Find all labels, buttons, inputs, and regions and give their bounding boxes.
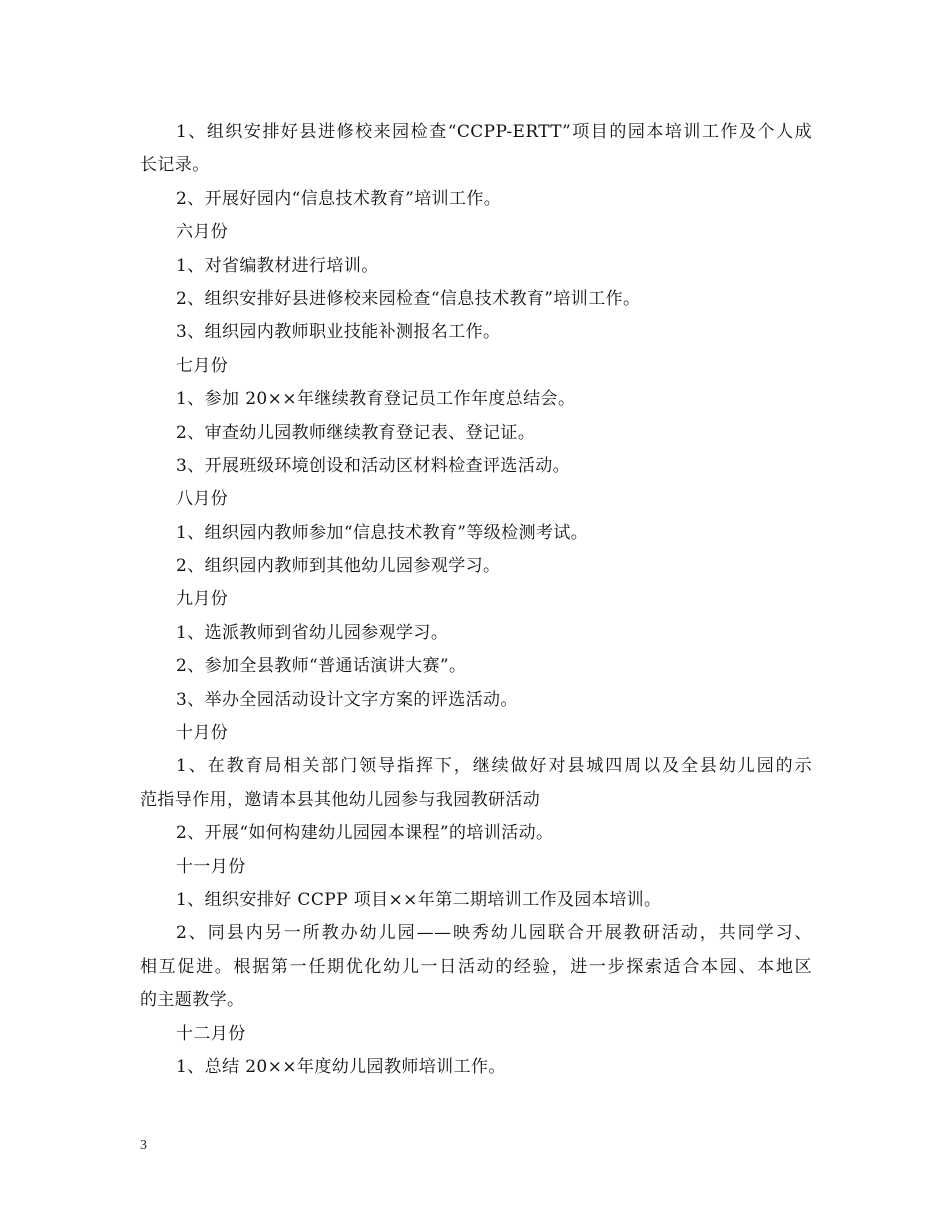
body-line: 1、组织园内教师参加“信息技术教育”等级检测考试。 [176, 522, 589, 543]
body-line: 2、审查幼儿园教师继续教育登记表、登记证。 [176, 422, 536, 443]
month-heading: 十一月份 [176, 856, 246, 877]
body-line: 1、对省编教材进行培训。 [176, 255, 379, 276]
body-line: 1、总结 20××年度幼儿园教师培训工作。 [176, 1056, 506, 1077]
body-line: 1、组织安排好 CCPP 项目××年第二期培训工作及园本培训。 [176, 889, 662, 910]
body-line: 1、在教育局相关部门领导指挥下，继续做好对县城四周以及全县幼儿园的示 [176, 756, 812, 777]
month-heading: 十月份 [176, 723, 229, 744]
body-line: 3、组织园内教师职业技能补测报名工作。 [176, 322, 501, 343]
body-line: 2、开展好园内“信息技术教育”培训工作。 [176, 188, 502, 209]
body-line: 1、组织安排好县进修校来园检查“CCPP-ERTT”项目的园本培训工作及个人成 [176, 122, 812, 142]
body-line: 相互促进。根据第一任期优化幼儿一日活动的经验，进一步探索适合本园、本地区 [140, 956, 812, 977]
body-line: 2、同县内另一所教办幼儿园——映秀幼儿园联合开展教研活动，共同学习、 [176, 923, 812, 944]
body-line: 1、选派教师到省幼儿园参观学习。 [176, 622, 449, 643]
page-number: 3 [140, 1138, 147, 1153]
month-heading: 十二月份 [176, 1023, 246, 1044]
body-line: 1、参加 20××年继续教育登记员工作年度总结会。 [176, 389, 576, 410]
body-line: 3、举办全园活动设计文字方案的评选活动。 [176, 689, 518, 710]
month-heading: 六月份 [176, 222, 229, 243]
body-line: 2、组织园内教师到其他幼儿园参观学习。 [176, 556, 501, 577]
body-line: 范指导作用，邀请本县其他幼儿园参与我园教研活动 [140, 789, 541, 810]
body-line: 长记录。 [140, 155, 210, 176]
body-line: 2、组织安排好县进修校来园检查“信息技术教育”培训工作。 [176, 288, 641, 309]
month-heading: 九月份 [176, 589, 229, 610]
month-heading: 七月份 [176, 355, 229, 376]
body-line: 2、参加全县教师“普通话演讲大赛”。 [176, 656, 467, 677]
document-body [140, 116, 812, 1084]
body-line: 3、开展班级环境创设和活动区材料检查评选活动。 [176, 455, 571, 476]
body-line: 的主题教学。 [140, 990, 245, 1011]
body-line: 2、开展“如何构建幼儿园园本课程”的培训活动。 [176, 823, 554, 844]
month-heading: 八月份 [176, 489, 229, 510]
